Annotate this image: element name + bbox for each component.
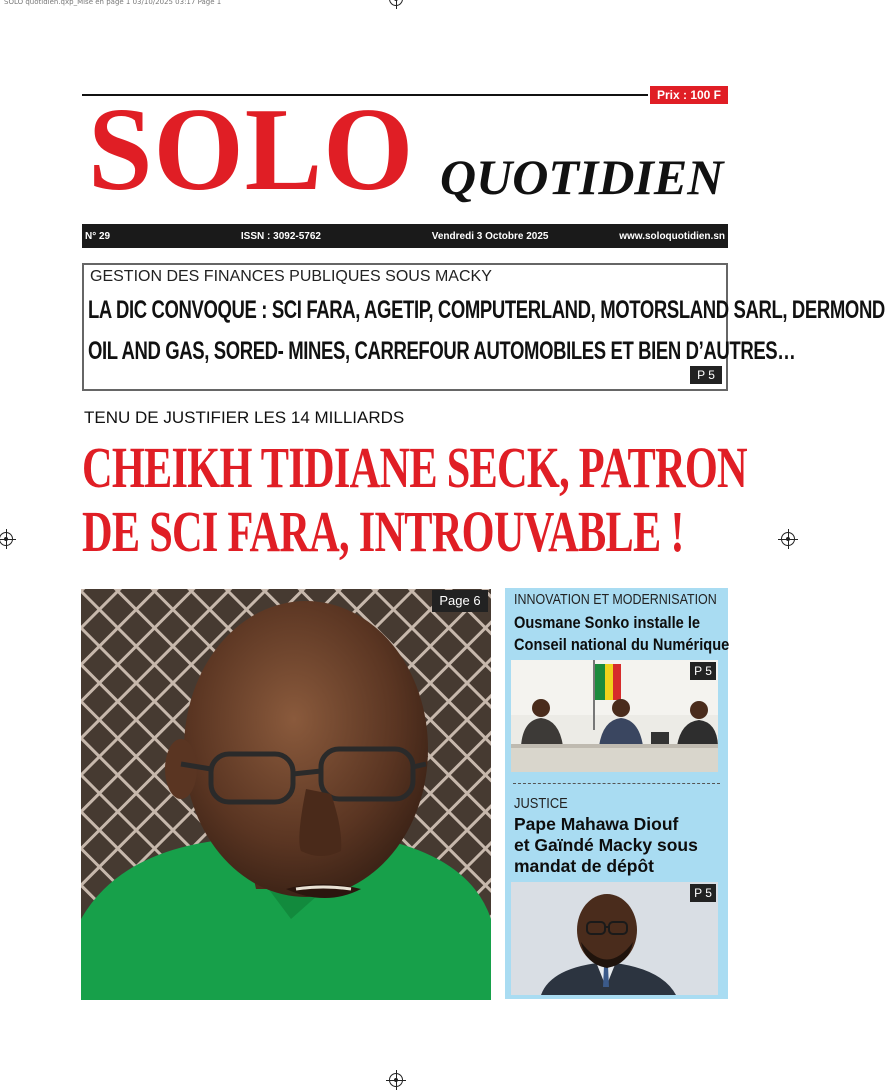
- story-box-headline-line2: OIL AND GAS, SORED- MINES, CARREFOUR AUTOMOBILES ET BIEN D’AUTRES…: [88, 337, 796, 365]
- newspaper-logo-subtitle: QUOTIDIEN: [440, 149, 724, 205]
- side-story-2-headline-line1: Pape Mahawa Diouf: [514, 814, 679, 834]
- website: www.soloquotidien.sn: [619, 230, 725, 242]
- side-story-2-headline-line3: mandat de dépôt: [514, 856, 655, 876]
- issue-info-bar: [82, 224, 728, 248]
- side-story-2-kicker: JUSTICE: [514, 795, 568, 812]
- newspaper-logo: SOLO: [88, 84, 415, 216]
- main-headline: [82, 435, 747, 564]
- portrait-illustration-2: [511, 882, 718, 995]
- side-story-1-headline-line2: Conseil national du Numérique: [514, 635, 730, 654]
- story-box-headline-line1: LA DIC CONVOQUE : SCI FARA, AGETIP, COMPUTERLAND, MOTORSLAND SARL, DERMOND: [88, 296, 885, 324]
- side-story-1-page-ref: P 5: [690, 662, 716, 680]
- issue-date: Vendredi 3 Octobre 2025: [431, 230, 549, 242]
- issn: ISSN : 3092-5762: [240, 230, 321, 242]
- issue-number: N° 29: [85, 230, 111, 242]
- main-story-kicker: TENU DE JUSTIFIER LES 14 MILLIARDS: [84, 408, 405, 427]
- side-story-2-photo: [511, 882, 718, 995]
- print-slug-text: SOLO quotidien.qxp_Mise en page 1 03/10/2025 03:17 Page 1: [4, 0, 222, 6]
- price-badge: Prix : 100 F: [650, 86, 728, 104]
- side-story-2-headline-line2: et Gaïndé Macky sous: [514, 835, 698, 855]
- story-box-kicker: GESTION DES FINANCES PUBLIQUES SOUS MACKY: [90, 268, 492, 285]
- main-story-photo: [81, 589, 491, 1000]
- main-headline-line1: CHEIKH TIDIANE SECK, PATRON: [82, 435, 747, 500]
- side-story-2-page-ref: P 5: [690, 884, 716, 902]
- meeting-illustration: [511, 660, 718, 772]
- portrait-illustration: [81, 589, 491, 1000]
- main-story-page-ref: Page 6: [432, 590, 488, 612]
- registration-mark-right: [781, 532, 795, 546]
- registration-mark-left: [0, 532, 13, 546]
- side-divider: [513, 783, 720, 784]
- registration-mark-bottom: [389, 1073, 403, 1087]
- side-story-1-headline-line1: Ousmane Sonko installe le: [514, 613, 701, 632]
- main-headline-line2: DE SCI FARA, INTROUVABLE !: [82, 499, 684, 564]
- story-box-page-ref: P 5: [690, 366, 722, 384]
- story-box-headline: [88, 290, 885, 372]
- side-story-1-kicker: INNOVATION ET MODERNISATION: [514, 592, 717, 608]
- side-story-1-photo: [511, 660, 718, 772]
